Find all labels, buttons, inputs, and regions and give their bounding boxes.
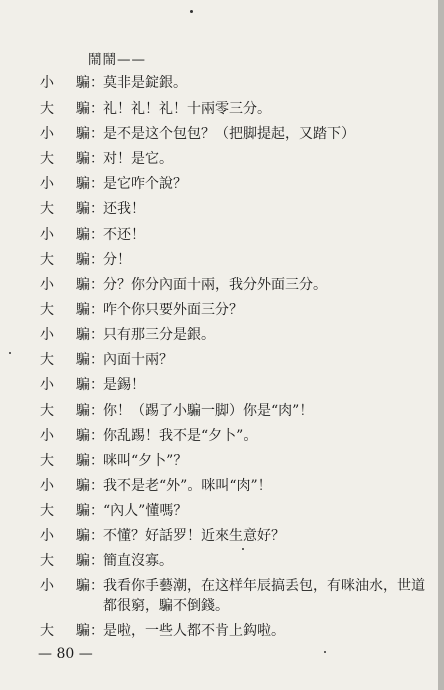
dialogue-text: 簡直沒寡。 — [103, 553, 173, 569]
speaker-name: 騙 — [76, 478, 90, 494]
dialogue-line — [0, 525, 430, 545]
speaker-colon: ： — [90, 503, 104, 519]
speaker-name: 騙 — [76, 176, 90, 192]
dialogue-line — [0, 475, 430, 495]
speaker-prefix: 小 — [40, 176, 54, 192]
speaker-colon: ： — [90, 75, 104, 91]
dialogue-text: 是錫！ — [103, 377, 145, 393]
speaker-prefix: 大 — [40, 352, 54, 368]
speaker-colon: ： — [90, 578, 104, 594]
dialogue-text: “內人”懂嗎？ — [103, 503, 188, 519]
speaker-name: 騙 — [76, 352, 90, 368]
dialogue-continuation: 都很窮，騙不倒錢。 — [103, 598, 229, 614]
dialogue-text: 分？你分內面十兩，我分外面三分。 — [103, 277, 327, 293]
dialogue-line — [0, 148, 430, 168]
dialogue-line — [0, 349, 430, 369]
speaker-colon: ： — [90, 302, 104, 318]
speaker-prefix: 小 — [40, 75, 54, 91]
speaker-name: 騙 — [76, 553, 90, 569]
speaker-name: 騙 — [76, 403, 90, 419]
speaker-prefix: 大 — [40, 151, 54, 167]
dialogue-text: 你！（踢了小騙一脚）你是“肉”！ — [103, 403, 314, 419]
speaker-name: 騙 — [76, 578, 90, 594]
speaker-prefix: 大 — [40, 252, 54, 268]
speaker-prefix: 小 — [40, 126, 54, 142]
dialogue-text: 咪叫“夕卜”？ — [103, 453, 188, 469]
speaker-prefix: 小 — [40, 428, 54, 444]
speaker-colon: ： — [90, 403, 104, 419]
dialogue-text: 礼！礼！礼！十兩零三分。 — [103, 101, 271, 117]
speaker-colon: ： — [90, 623, 104, 639]
speaker-name: 騙 — [76, 453, 90, 469]
dialogue-line — [0, 123, 430, 143]
speaker-colon: ： — [90, 453, 104, 469]
dialogue-line — [0, 550, 430, 570]
speaker-prefix: 大 — [40, 623, 54, 639]
speaker-prefix: 小 — [40, 528, 54, 544]
speaker-name: 騙 — [76, 428, 90, 444]
dialogue-line — [0, 324, 430, 344]
print-speck — [324, 651, 326, 653]
speaker-colon: ： — [90, 101, 104, 117]
dialogue-text: 我不是老“外”。咪叫“肉”！ — [103, 478, 272, 494]
speaker-colon: ： — [90, 176, 104, 192]
speaker-colon: ： — [90, 352, 104, 368]
speaker-prefix: 大 — [40, 503, 54, 519]
speaker-colon: ： — [90, 428, 104, 444]
speaker-colon: ： — [90, 277, 104, 293]
dialogue-text: 你乱踢！我不是“夕卜”。 — [103, 428, 258, 444]
speaker-name: 騙 — [76, 101, 90, 117]
dialogue-line — [0, 500, 430, 520]
speaker-prefix: 大 — [40, 453, 54, 469]
speaker-name: 騙 — [76, 623, 90, 639]
speaker-name: 騙 — [76, 201, 90, 217]
speaker-colon: ： — [90, 151, 104, 167]
speaker-colon: ： — [90, 126, 104, 142]
speaker-colon: ： — [90, 553, 104, 569]
speaker-prefix: 小 — [40, 227, 54, 243]
speaker-prefix: 小 — [40, 578, 54, 594]
dialogue-text: 咋个你只要外面三分？ — [103, 302, 243, 318]
speaker-name: 騙 — [76, 151, 90, 167]
speaker-colon: ： — [90, 478, 104, 494]
print-speck — [242, 548, 244, 550]
page-number: — 80 — — [38, 646, 93, 662]
speaker-name: 騙 — [76, 277, 90, 293]
dialogue-line — [0, 299, 430, 319]
stage-heading: 鬧鬧—— — [88, 52, 146, 68]
speaker-prefix: 大 — [40, 403, 54, 419]
speaker-name: 騙 — [76, 327, 90, 343]
dialogue-line — [0, 620, 430, 640]
dialogue-text: 分！ — [103, 252, 131, 268]
dialogue-line — [0, 249, 430, 269]
dialogue-text: 我看你手藝潮，在这样年辰搞丢包，有咪油水，世道 — [103, 578, 425, 594]
print-speck — [9, 352, 11, 354]
speaker-name: 騙 — [76, 126, 90, 142]
dialogue-text: 是它咋个說？ — [103, 176, 187, 192]
dialogue-text: 只有那三分是銀。 — [103, 327, 215, 343]
speaker-name: 騙 — [76, 227, 90, 243]
speaker-prefix: 小 — [40, 377, 54, 393]
dialogue-text: 还我！ — [103, 201, 145, 217]
dialogue-line — [0, 198, 430, 218]
speaker-name: 騙 — [76, 302, 90, 318]
speaker-prefix: 大 — [40, 553, 54, 569]
dialogue-text: 是啦，一些人都不肯上鈎啦。 — [103, 623, 285, 639]
speaker-name: 騙 — [76, 252, 90, 268]
speaker-colon: ： — [90, 327, 104, 343]
speaker-colon: ： — [90, 201, 104, 217]
speaker-prefix: 大 — [40, 101, 54, 117]
dialogue-line — [0, 575, 430, 595]
dialogue-line — [0, 400, 430, 420]
dialogue-line — [0, 274, 430, 294]
speaker-colon: ： — [90, 252, 104, 268]
print-speck — [190, 10, 193, 13]
speaker-prefix: 小 — [40, 478, 54, 494]
dialogue-line — [0, 72, 430, 92]
speaker-colon: ： — [90, 528, 104, 544]
dialogue-line — [0, 98, 430, 118]
dialogue-text: 不懂？好話罗！近來生意好？ — [103, 528, 285, 544]
speaker-name: 騙 — [76, 528, 90, 544]
speaker-name: 騙 — [76, 503, 90, 519]
speaker-name: 騙 — [76, 75, 90, 91]
dialogue-text: 不还！ — [103, 227, 145, 243]
dialogue-text: 莫非是錠銀。 — [103, 75, 187, 91]
page-edge-shadow — [438, 0, 444, 690]
dialogue-line — [0, 425, 430, 445]
dialogue-text: 是不是这个包包？（把脚提起，又踏下） — [103, 126, 355, 142]
speaker-prefix: 大 — [40, 201, 54, 217]
dialogue-text: 內面十兩？ — [103, 352, 173, 368]
dialogue-line — [0, 450, 430, 470]
speaker-prefix: 小 — [40, 327, 54, 343]
dialogue-text: 对！是它。 — [103, 151, 173, 167]
speaker-name: 騙 — [76, 377, 90, 393]
speaker-colon: ： — [90, 227, 104, 243]
dialogue-line — [0, 374, 430, 394]
speaker-colon: ： — [90, 377, 104, 393]
dialogue-line — [0, 173, 430, 193]
dialogue-line — [0, 224, 430, 244]
speaker-prefix: 小 — [40, 277, 54, 293]
speaker-prefix: 大 — [40, 302, 54, 318]
